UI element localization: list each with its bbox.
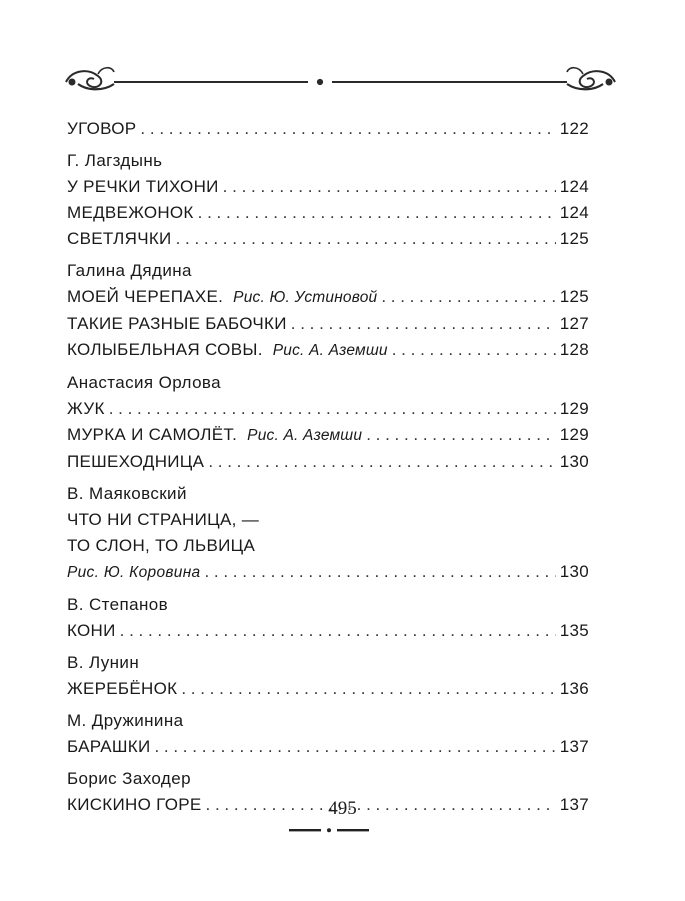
illustrator-credit: Рис. А. Аземши <box>247 427 363 444</box>
dot-leader <box>208 449 555 475</box>
dot-leader <box>109 396 556 422</box>
entry-title: МОЕЙ ЧЕРЕПАХЕ. <box>67 287 224 306</box>
entry-title-line[interactable]: ТО СЛОН, ТО ЛЬВИЦА <box>67 536 256 555</box>
dot-leader <box>291 311 556 337</box>
entry-page: 124 <box>559 177 589 196</box>
toc-entry[interactable] <box>67 174 589 200</box>
toc-entry[interactable] <box>67 284 589 311</box>
toc-group <box>67 370 589 475</box>
dot-leader <box>181 676 555 702</box>
toc-group <box>67 148 589 252</box>
toc-entry[interactable] <box>67 116 589 142</box>
entry-page: 136 <box>559 679 589 698</box>
entry-title: КИСКИНО ГОРЕ <box>67 795 202 814</box>
dot-leader <box>140 116 555 142</box>
entry-page: 128 <box>559 340 589 359</box>
entry-page: 130 <box>559 452 589 471</box>
toc-group <box>67 708 589 760</box>
toc-group <box>67 650 589 702</box>
author-name: Галина Дядина <box>67 261 192 280</box>
entry-page: 125 <box>559 287 589 306</box>
illustrator-credit: Рис. А. Аземши <box>272 342 388 359</box>
dot-leader <box>366 422 556 448</box>
entry-page: 125 <box>559 229 589 248</box>
toc-entry[interactable] <box>67 734 589 760</box>
toc-group <box>67 592 589 644</box>
entry-title: ПЕШЕХОДНИЦА <box>67 452 205 471</box>
toc-entry[interactable] <box>67 311 589 337</box>
entry-title: БАРАШКИ <box>67 737 151 756</box>
toc-entry[interactable] <box>67 396 589 422</box>
dot-leader <box>198 200 556 226</box>
toc-entry[interactable] <box>67 200 589 226</box>
entry-page: 127 <box>559 314 589 333</box>
entry-page: 137 <box>559 737 589 756</box>
entry-page: 129 <box>559 425 589 444</box>
author-name: М. Дружинина <box>67 711 184 730</box>
toc-group <box>67 258 589 364</box>
illustrator-credit: Рис. Ю. Устиновой <box>233 289 378 306</box>
entry-page: 137 <box>559 795 589 814</box>
entry-title: УГОВОР <box>67 119 137 138</box>
entry-page: 129 <box>559 399 589 418</box>
toc-entry[interactable] <box>67 559 589 586</box>
toc-entry[interactable] <box>67 449 589 475</box>
header-ornament <box>58 60 623 100</box>
author-name: Г. Лагздынь <box>67 151 163 170</box>
dot-leader <box>176 226 556 252</box>
entry-title: ТАКИЕ РАЗНЫЕ БАБОЧКИ <box>67 314 287 333</box>
entry-title: МЕДВЕЖОНОК <box>67 203 194 222</box>
toc-entry[interactable] <box>67 337 589 364</box>
entry-title: КОНИ <box>67 621 116 640</box>
toc-entry[interactable] <box>67 226 589 252</box>
table-of-contents <box>67 116 589 818</box>
illustrator-credit: Рис. Ю. Коровина <box>67 564 201 581</box>
author-name: В. Лунин <box>67 653 140 672</box>
dot-leader <box>381 284 555 310</box>
dot-leader <box>204 559 555 585</box>
entry-page: 135 <box>559 621 589 640</box>
author-name: Анастасия Орлова <box>67 373 222 392</box>
entry-title-line[interactable]: ЧТО НИ СТРАНИЦА, — <box>67 510 260 529</box>
toc-entry[interactable] <box>67 618 589 644</box>
entry-title: ЖЕРЕБЁНОК <box>67 679 178 698</box>
entry-title: МУРКА И САМОЛЁТ. <box>67 425 238 444</box>
entry-title: У РЕЧКИ ТИХОНИ <box>67 177 219 196</box>
toc-group <box>67 481 589 586</box>
footer-ornament <box>289 826 369 834</box>
entry-title: КОЛЫБЕЛЬНАЯ СОВЫ. <box>67 340 263 359</box>
dot-leader <box>120 618 556 644</box>
dot-leader <box>154 734 555 760</box>
author-name: Борис Заходер <box>67 769 191 788</box>
entry-page: 130 <box>559 562 589 581</box>
dot-leader <box>223 174 556 200</box>
entry-page: 124 <box>559 203 589 222</box>
toc-entry[interactable] <box>67 676 589 702</box>
entry-page: 122 <box>559 119 589 138</box>
entry-title: СВЕТЛЯЧКИ <box>67 229 172 248</box>
toc-entry[interactable] <box>67 422 589 449</box>
entry-title: ЖУК <box>67 399 105 418</box>
page-number: 495 <box>328 798 357 819</box>
author-name: В. Степанов <box>67 595 169 614</box>
author-name: В. Маяковский <box>67 484 187 503</box>
toc-group <box>67 116 589 142</box>
dot-leader <box>392 337 556 363</box>
